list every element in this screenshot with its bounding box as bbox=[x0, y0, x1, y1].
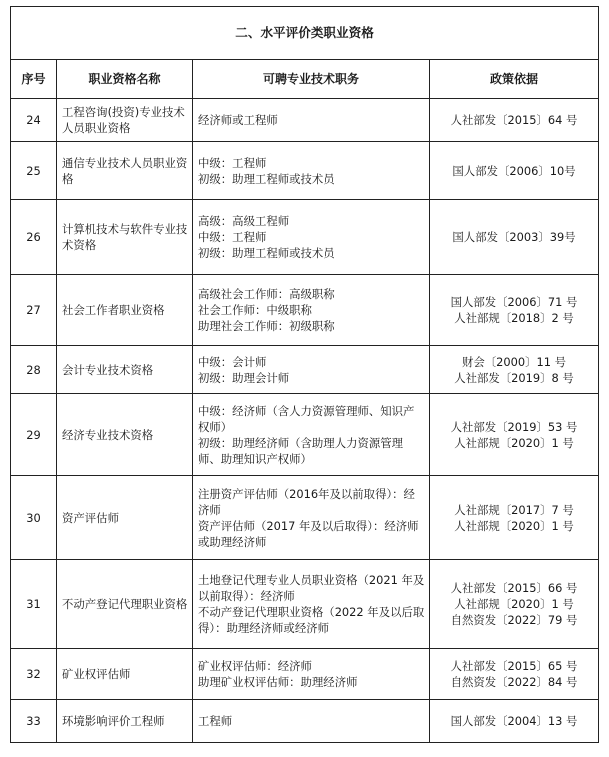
post-line: 中级：会计师 bbox=[198, 354, 267, 369]
post-line: 初级：助理经济师（含助理人力资源管理师、助理知识产权师） bbox=[198, 435, 404, 466]
policy-line: 人社部规〔2020〕1 号 bbox=[454, 435, 574, 450]
qualification-name: 工程咨询(投资)专业技术人员职业资格 bbox=[57, 99, 193, 142]
table-row bbox=[11, 200, 599, 275]
policy-line: 国人部发〔2006〕71 号 bbox=[450, 295, 578, 309]
header-policy-basis: 政策依据 bbox=[430, 60, 599, 99]
row-number: 32 bbox=[11, 649, 57, 700]
policy-basis bbox=[430, 394, 599, 476]
table-row bbox=[11, 346, 599, 394]
row-number: 31 bbox=[11, 560, 57, 649]
post-line: 矿业权评估师：经济师 bbox=[198, 659, 312, 673]
post-line: 中级：经济师（含人力资源管理师、知识产权师） bbox=[198, 403, 415, 434]
header-no: 序号 bbox=[11, 60, 57, 99]
row-number: 27 bbox=[11, 275, 57, 346]
policy-basis bbox=[430, 99, 599, 142]
policy-line: 国人部发〔2006〕10号 bbox=[452, 163, 576, 178]
policy-basis bbox=[430, 476, 599, 560]
qualification-table bbox=[10, 6, 599, 743]
policy-basis bbox=[430, 275, 599, 346]
policy-line: 国人部发〔2003〕39号 bbox=[452, 230, 576, 244]
post-line: 中级：工程师 bbox=[198, 230, 267, 244]
qualification-name: 环境影响评价工程师 bbox=[57, 700, 193, 743]
qualification-name: 通信专业技术人员职业资格 bbox=[57, 142, 193, 200]
header-row bbox=[11, 60, 599, 99]
policy-line: 人社部发〔2015〕66 号 bbox=[450, 581, 578, 595]
row-number: 33 bbox=[11, 700, 57, 743]
post-line: 高级社会工作师：高级职称 bbox=[198, 287, 335, 301]
technical-posts bbox=[193, 99, 430, 142]
post-line: 经济师或工程师 bbox=[198, 113, 278, 127]
technical-posts bbox=[193, 560, 430, 649]
policy-line: 自然资发〔2022〕84 号 bbox=[450, 675, 578, 689]
table-row bbox=[11, 142, 599, 200]
policy-line: 财会〔2000〕11 号 bbox=[461, 354, 567, 369]
post-line: 初级：助理工程师或技术员 bbox=[198, 171, 335, 186]
qualification-name: 矿业权评估师 bbox=[57, 649, 193, 700]
technical-posts bbox=[193, 394, 430, 476]
policy-basis bbox=[430, 200, 599, 275]
technical-posts bbox=[193, 476, 430, 560]
post-line: 助理矿业权评估师：助理经济师 bbox=[198, 675, 358, 689]
policy-basis bbox=[430, 346, 599, 394]
post-line: 不动产登记代理职业资格（2022 年及以后取得）：助理经济师或经济师 bbox=[198, 605, 425, 635]
table-row bbox=[11, 700, 599, 743]
post-line: 社会工作师：中级职称 bbox=[198, 303, 312, 317]
policy-line: 人社部规〔2017〕7 号 bbox=[454, 502, 574, 517]
header-technical-post: 可聘专业技术职务 bbox=[193, 60, 430, 99]
table-row bbox=[11, 394, 599, 476]
policy-basis bbox=[430, 700, 599, 743]
table-row bbox=[11, 476, 599, 560]
policy-basis bbox=[430, 649, 599, 700]
policy-line: 自然资发〔2022〕79 号 bbox=[450, 613, 578, 627]
post-line: 助理社会工作师：初级职称 bbox=[198, 319, 335, 333]
row-number: 30 bbox=[11, 476, 57, 560]
table-row bbox=[11, 99, 599, 142]
policy-line: 人社部发〔2015〕64 号 bbox=[450, 113, 578, 127]
post-line: 工程师 bbox=[198, 714, 233, 728]
row-number: 29 bbox=[11, 394, 57, 476]
post-line: 初级：助理工程师或技术员 bbox=[198, 246, 335, 260]
row-number: 24 bbox=[11, 99, 57, 142]
section-title-row bbox=[11, 7, 599, 60]
post-line: 资产评估师（2017 年及以后取得）：经济师或助理经济师 bbox=[198, 518, 419, 549]
policy-line: 人社部规〔2020〕1 号 bbox=[454, 518, 574, 533]
policy-line: 人社部规〔2018〕2 号 bbox=[454, 311, 574, 325]
qualification-name: 会计专业技术资格 bbox=[57, 346, 193, 394]
row-number: 25 bbox=[11, 142, 57, 200]
row-number: 28 bbox=[11, 346, 57, 394]
policy-basis bbox=[430, 142, 599, 200]
policy-line: 人社部发〔2019〕8 号 bbox=[454, 370, 574, 385]
post-line: 注册资产评估师（2016年及以前取得）：经济师 bbox=[198, 486, 415, 517]
qualification-name: 不动产登记代理职业资格 bbox=[57, 560, 193, 649]
technical-posts bbox=[193, 346, 430, 394]
technical-posts bbox=[193, 200, 430, 275]
table-row bbox=[11, 649, 599, 700]
post-line: 高级：高级工程师 bbox=[198, 214, 290, 228]
table-row bbox=[11, 275, 599, 346]
qualification-name: 资产评估师 bbox=[57, 476, 193, 560]
qualification-name: 社会工作者职业资格 bbox=[57, 275, 193, 346]
policy-line: 国人部发〔2004〕13 号 bbox=[450, 714, 578, 728]
technical-posts bbox=[193, 649, 430, 700]
section-title: 二、水平评价类职业资格 bbox=[11, 7, 599, 60]
technical-posts bbox=[193, 275, 430, 346]
row-number: 26 bbox=[11, 200, 57, 275]
policy-line: 人社部发〔2015〕65 号 bbox=[450, 659, 578, 673]
post-line: 中级：工程师 bbox=[198, 155, 267, 170]
technical-posts bbox=[193, 142, 430, 200]
qualification-document bbox=[10, 6, 598, 743]
post-line: 初级：助理会计师 bbox=[198, 370, 290, 385]
post-line: 土地登记代理专业人员职业资格（2021 年及以前取得）：经济师 bbox=[198, 573, 425, 603]
table-row bbox=[11, 560, 599, 649]
policy-line: 人社部规〔2020〕1 号 bbox=[454, 597, 574, 611]
technical-posts bbox=[193, 700, 430, 743]
header-qualification-name: 职业资格名称 bbox=[57, 60, 193, 99]
qualification-name: 计算机技术与软件专业技术资格 bbox=[57, 200, 193, 275]
policy-basis bbox=[430, 560, 599, 649]
qualification-name: 经济专业技术资格 bbox=[57, 394, 193, 476]
policy-line: 人社部发〔2019〕53 号 bbox=[450, 419, 578, 434]
